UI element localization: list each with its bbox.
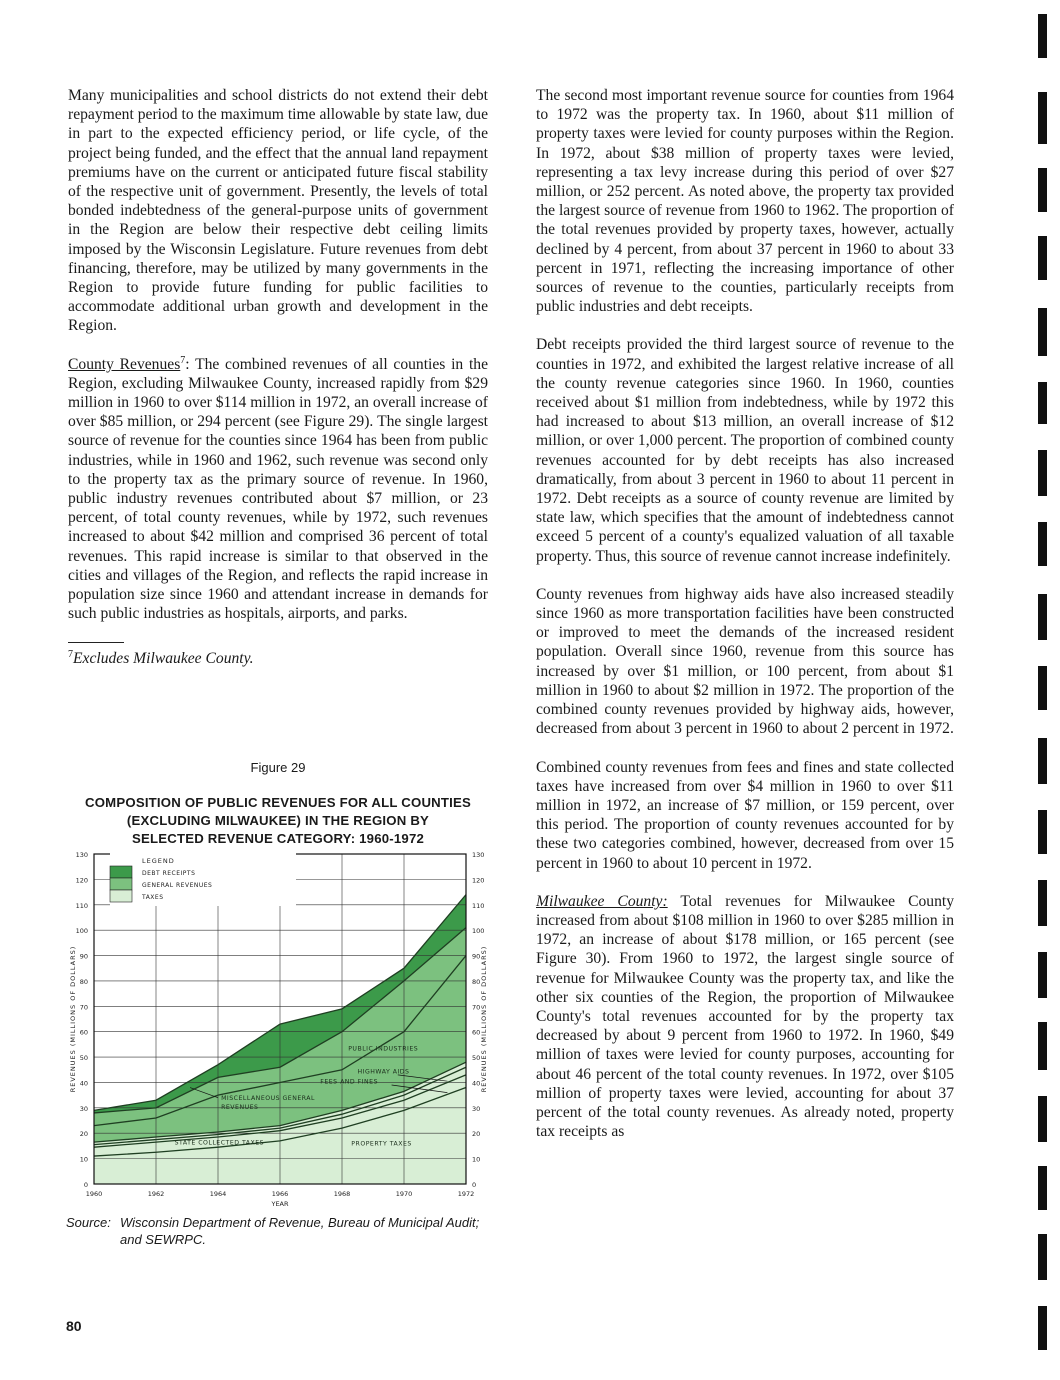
scan-mark	[1038, 1166, 1047, 1210]
footnote-mark: 7	[68, 649, 73, 661]
county-revenues-body: The combined revenues of all counties in the Region, excluding Milwaukee County, increased rapidly from $29 million in 1960 to over $114 million in 1972, an overall increase of over $85 million, or 294 percent (see Figure 29). The single largest source of revenue for the counties since 1964 has been from public industries, while in 1960 and 1962, such revenue was second only to the property tax as the primary source of revenue. In 1960, public industry revenues contributed about $7 million, or 23 percent, of total county revenues, while by 1972, such revenues increased to about $42 million and comprised 36 percent of total revenues. This rapid increase is similar to that observed in the cities and villages of the Region, and reflects the rapid increase in population size since 1960 and attendant increase in demands for such public industries as hospitals, airports, and parks.	[68, 355, 489, 623]
annotation-state-collected-taxes: STATE COLLECTED TAXES	[174, 1139, 265, 1147]
scan-mark	[1038, 308, 1047, 356]
scan-mark	[1038, 382, 1047, 424]
paragraph-fees-fines: Combined county revenues from fees and fines and state collected taxes have increased from over $4 million in 1960 to over $11 million in 1972, an increase of $7 million, or 159 percent, over this period. The proportion of county revenues accounted for by these two categories combined, however, decreased from over 15 percent in 1960 to about 10 percent in 1972.	[536, 758, 954, 872]
y-tick-label: 70	[79, 1003, 88, 1012]
y-tick-label-right: 120	[472, 876, 485, 885]
left-column	[68, 86, 488, 668]
y-tick-label-right: 60	[472, 1028, 481, 1037]
x-tick-label: 1970	[395, 1190, 413, 1198]
scan-mark	[1038, 1096, 1047, 1142]
scan-mark	[1038, 1306, 1047, 1350]
scan-mark	[1038, 810, 1047, 854]
annotation-misc-general-revenues: MISCELLANEOUS GENERAL	[221, 1095, 316, 1103]
footnote-divider	[68, 642, 124, 643]
paragraph-milwaukee-county	[536, 892, 954, 1142]
scan-mark	[1038, 594, 1047, 640]
scan-mark	[1038, 952, 1047, 998]
legend-item-label: TAXES	[142, 894, 164, 901]
legend-background	[110, 850, 296, 906]
scan-mark	[1038, 1022, 1047, 1070]
paragraph-property-tax: The second most important revenue source for counties from 1964 to 1972 was the property tax. In 1960, about $11 million of property taxes were levied for county purposes within the Region. In 1972, about $38 million of property taxes were levied, representing a tax levy increase during this period of over $27 million, or 252 percent. As noted above, the property tax provided the largest source of revenue from 1960 to 1962. The proportion of the total revenues provided by property taxes, however, actually declined by 4 percent, from about 37 percent in 1960 to about 33 percent in 1971, reflecting the increasing importance of other sources of revenue to the counties, particularly receipts from public industries and debt receipts.	[536, 87, 954, 316]
y-tick-label: 10	[79, 1155, 88, 1164]
scan-mark	[1038, 880, 1047, 926]
annotation-highway-aids: HIGHWAY AIDS	[357, 1068, 410, 1076]
y-tick-label: 0	[83, 1181, 88, 1189]
scan-mark	[1038, 666, 1047, 710]
x-tick-label: 1966	[271, 1190, 289, 1198]
milwaukee-county-body: Total revenues for Milwaukee County increased from about $108 million in 1960 to over $285 million in 1972, an increase of about $178 million, or 165 percent (see Figure 30). From 1960 to 1972, the largest single source of revenue for Milwaukee County was the property tax, and like the other six counties of the Region, the proportion of Milwaukee County's total revenues accounted for by the property tax decreased by about 9 percent from 1960 to 1972. In 1960, $49 million of taxes were levied for county purposes, accounting for about 46 percent of the total county revenues. In 1972, over $105 million of property taxes were levied, accounting for about 37 percent of the total county revenues. As already noted, property tax receipts as	[536, 892, 954, 1141]
x-axis-label: YEAR	[271, 1200, 289, 1208]
y-tick-label: 50	[79, 1054, 88, 1063]
y-tick-label-right: 70	[472, 1003, 481, 1012]
scan-mark	[1038, 14, 1047, 58]
revenue-area-chart	[64, 846, 494, 1216]
y-axis-label-right: REVENUES (MILLIONS OF DOLLARS)	[480, 945, 488, 1093]
y-tick-label-right: 0	[472, 1181, 477, 1189]
y-tick-label-right: 30	[472, 1104, 481, 1113]
y-tick-label: 130	[75, 851, 88, 859]
figure-label: Figure 29	[250, 760, 306, 775]
county-revenues-heading: County Revenues	[68, 355, 181, 373]
y-tick-label: 100	[75, 927, 88, 936]
scan-mark	[1038, 450, 1047, 496]
annotation-public-industries: PUBLIC INDUSTRIES	[348, 1045, 419, 1053]
source-label: Source:	[66, 1215, 111, 1230]
page-number: 80	[66, 1318, 82, 1334]
legend-item-label: GENERAL REVENUES	[142, 882, 213, 889]
paragraph-highway-aids: County revenues from highway aids have also increased steadily since 1960 as more transportation facilities have been constructed or improved to meet the demands of the increased resident population. Overall since 1960, revenue from this source has increased by over $1 million, or 100 percent, from about $1 million in 1960 to about $2 million in 1972. The proportion of the combined county revenues provided by highway aids, however, decreased from about 3 percent in 1960 to about 2 percent in 1972.	[536, 585, 954, 738]
scan-mark	[1038, 236, 1047, 280]
heading-colon: :	[185, 355, 190, 373]
y-tick-label: 20	[79, 1130, 88, 1139]
scan-mark	[1038, 168, 1047, 212]
footnote	[68, 649, 488, 668]
x-tick-label: 1962	[147, 1190, 165, 1198]
legend-title: LEGEND	[142, 857, 175, 865]
y-tick-label-right: 50	[472, 1054, 481, 1063]
legend-swatch	[110, 866, 132, 878]
milwaukee-county-heading: Milwaukee County:	[536, 892, 668, 910]
x-tick-label: 1968	[333, 1190, 351, 1198]
y-tick-label-right: 10	[472, 1155, 481, 1164]
paragraph-debt-repayment: Many municipalities and school districts do not extend their debt repayment period to the maximum time allowable by state law, due in part to the expected efficiency period, or life cycle, of the project being funded, and the effect that the annual land repayment premiums have on the current or anticipated future fiscal stability of the respective unit of government. Presently, the levels of total bonded indebtedness of the general-purpose units of government in the Region are below their respective debt ceiling limits imposed by the Wisconsin Legislature. Future revenues from debt financing, therefore, may be utilized by many governments in the Region to provide future funding for public facilities to accommodate additional urban growth and development in the Region.	[68, 87, 488, 335]
figure-source	[66, 1214, 486, 1248]
paragraph-county-revenues	[68, 355, 488, 624]
y-tick-label: 120	[75, 876, 88, 885]
annotation-misc-general-revenues-2: REVENUES	[221, 1104, 259, 1112]
scan-mark	[1038, 1234, 1047, 1280]
y-tick-label-right: 110	[472, 901, 485, 910]
y-tick-label-right: 90	[472, 952, 481, 961]
legend-swatch	[110, 878, 132, 890]
y-tick-label: 110	[75, 901, 88, 910]
annotation-property-taxes: PROPERTY TAXES	[351, 1140, 412, 1148]
y-tick-label-right: 40	[472, 1079, 481, 1088]
scan-mark	[1038, 738, 1047, 784]
y-tick-label: 30	[79, 1104, 88, 1113]
y-tick-label-right: 80	[472, 977, 481, 986]
y-tick-label: 80	[79, 977, 88, 986]
figure-title-line-2: (EXCLUDING MILWAUKEE) IN THE REGION BY	[126, 813, 430, 828]
y-tick-label: 60	[79, 1028, 88, 1037]
scan-mark	[1038, 522, 1047, 566]
x-tick-label: 1960	[85, 1190, 103, 1198]
source-text: Wisconsin Department of Revenue, Bureau of Municipal Audit; and SEWRPC.	[120, 1215, 480, 1247]
figure-title-line-1: COMPOSITION OF PUBLIC REVENUES FOR ALL COUNTIES	[85, 795, 471, 810]
y-tick-label: 90	[79, 952, 88, 961]
y-tick-label-right: 100	[472, 927, 485, 936]
legend-swatch	[110, 890, 132, 902]
x-tick-label: 1972	[457, 1190, 475, 1198]
y-tick-label: 40	[79, 1079, 88, 1088]
y-axis-label: REVENUES (MILLIONS OF DOLLARS)	[69, 945, 77, 1093]
paragraph-debt-receipts: Debt receipts provided the third largest source of revenue to the counties in 1972, and exhibited the largest relative increase of all the county revenue categories since 1960. In 1960, counties received about $1 million from indebtedness, while by 1972 this had increased to about $13 million, an overall increase of $12 million, or over 1,000 percent. The proportion of combined county revenues accounted for by debt receipts has also increased dramatically, from about 3 percent in 1960 to about 11 percent in 1972. Debt receipts as a source of county revenue are limited by state law, which specifies that the amount of indebtedness cannot exceed 5 percent of a county's equalized valuation of all taxable property. Thus, this source of revenue cannot increase indefinitely.	[536, 336, 954, 565]
annotation-fees-and-fines: FEES AND FINES	[320, 1078, 379, 1086]
right-column	[536, 86, 954, 1160]
x-tick-label: 1964	[209, 1190, 227, 1198]
scan-mark	[1038, 92, 1047, 144]
figure-title-line-3: SELECTED REVENUE CATEGORY: 1960-1972	[131, 831, 425, 846]
footnote-ref: 7	[180, 354, 186, 366]
figure-title	[68, 794, 488, 848]
footnote-text: Excludes Milwaukee County.	[73, 650, 254, 668]
y-tick-label-right: 130	[472, 851, 485, 859]
y-tick-label-right: 20	[472, 1130, 481, 1139]
legend-item-label: DEBT RECEIPTS	[142, 870, 196, 877]
